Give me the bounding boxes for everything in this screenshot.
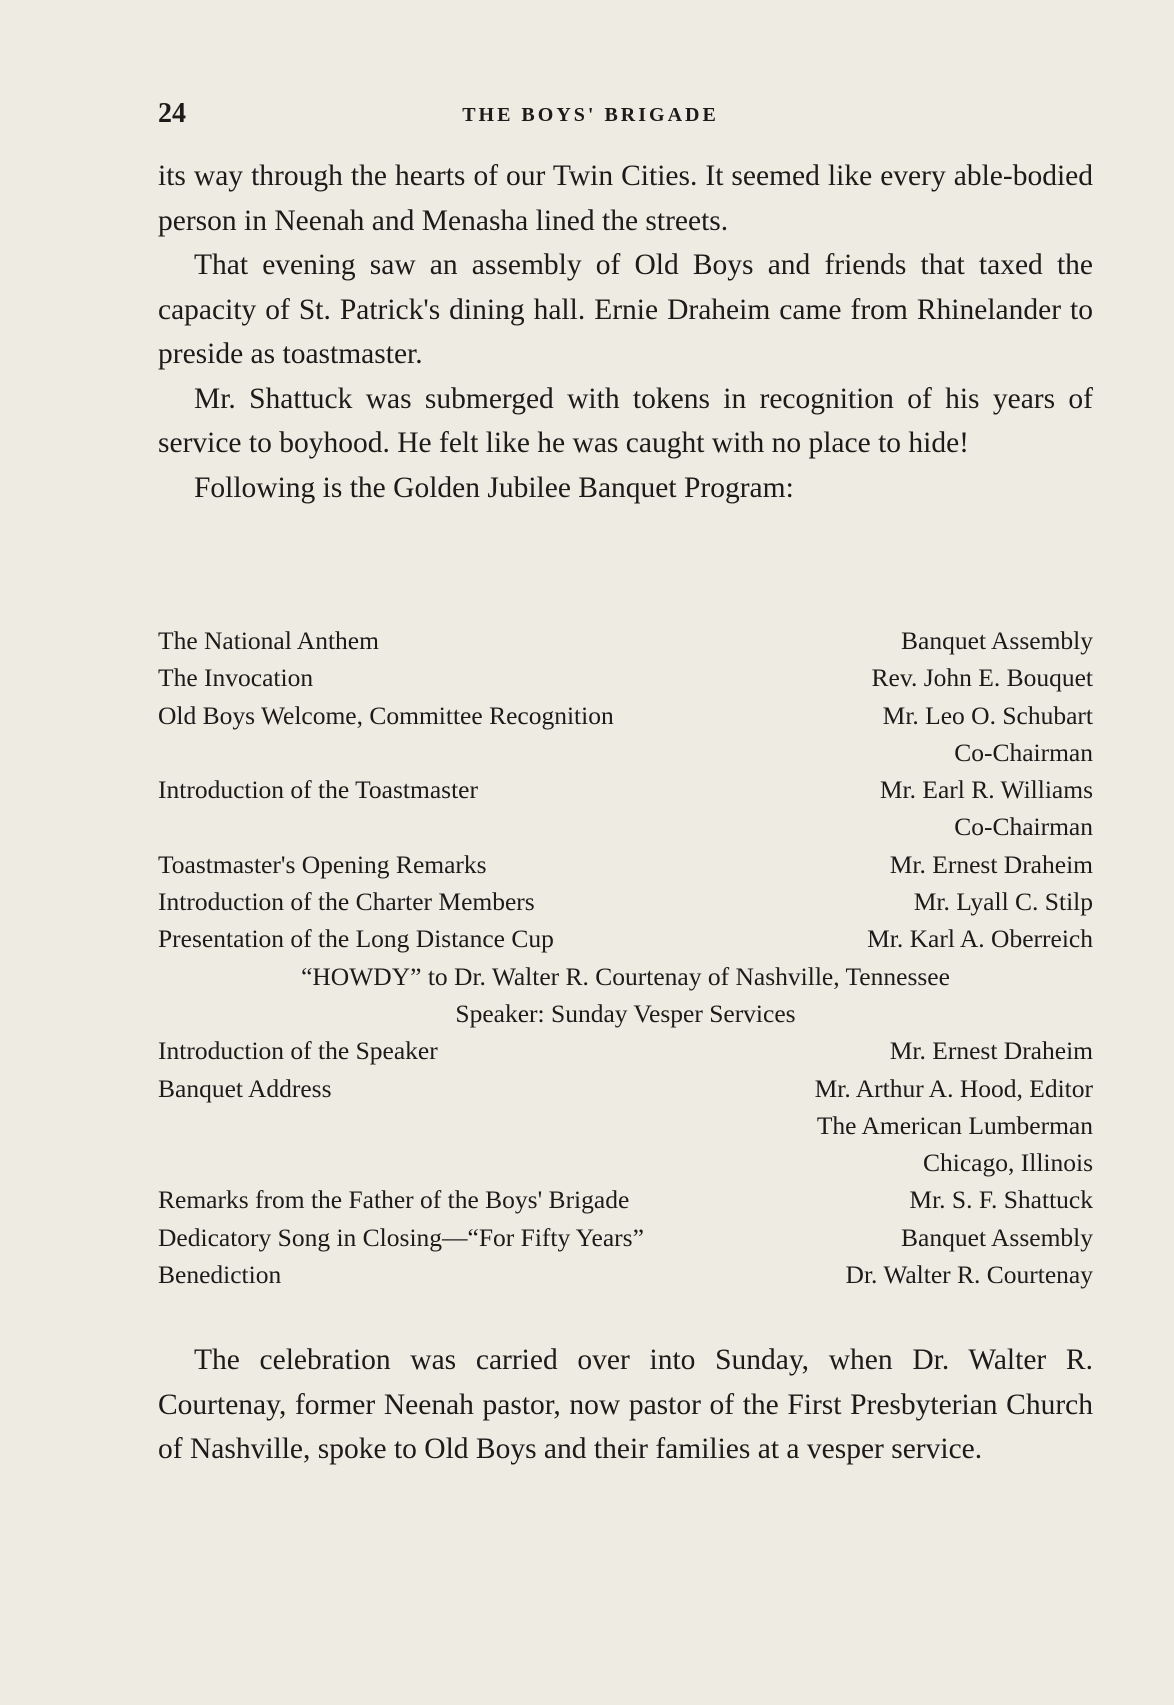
program-presenter: Banquet Assembly [901,1222,1093,1252]
page-header [158,98,1093,138]
program-row [158,622,1093,659]
program-row [158,659,1093,696]
program-presenter: Banquet Assembly [901,626,1093,655]
top-text-block [158,154,1093,510]
program-presenter-title: The American Lumberman [816,1110,1093,1140]
banquet-program [158,622,1093,1293]
bottom-text-block [158,1338,1093,1472]
program-item: Benediction [158,1260,282,1290]
program-row [158,697,1093,734]
program-presenter: Mr. Karl A. Oberreich [867,924,1093,954]
program-centered-line: “HOWDY” to Dr. Walter R. Courtenay of Nashville, Tennessee [301,961,950,991]
program-item: Old Boys Welcome, Committee Recognition [158,700,614,730]
program-item: Presentation of the Long Distance Cup [158,924,554,954]
program-presenter: Mr. Ernest Draheim [889,849,1093,879]
program-item: Introduction of the Toastmaster [158,775,478,805]
running-head: THE BOYS' BRIGADE [462,104,719,126]
program-row [158,1219,1093,1256]
program-presenter-title: Co-Chairman [954,737,1093,767]
program-presenter: Mr. Leo O. Schubart [882,700,1093,730]
program-item: The National Anthem [158,626,379,655]
program-item: Toastmaster's Opening Remarks [158,849,487,879]
program-centered-line: Speaker: Sunday Vesper Services [455,998,796,1028]
program-item: Introduction of the Speaker [158,1036,438,1066]
program-item: Introduction of the Charter Members [158,887,535,917]
program-row [158,883,1093,920]
program-row [158,1032,1093,1069]
program-presenter: Mr. S. F. Shattuck [909,1185,1093,1215]
program-presenter: Mr. Lyall C. Stilp [913,887,1093,917]
paragraph-closing: The celebration was carried over into Sunday, when Dr. Walter R. Courtenay, former Neenah pastor, now pastor of the First Presbyterian Church of Nashville, spoke to Old Boys and their families at a vesper service. [158,1344,1093,1465]
program-row [158,920,1093,957]
program-item: Banquet Address [158,1073,332,1103]
program-presenter: Mr. Earl R. Williams [879,775,1093,805]
program-presenter-location: Chicago, Illinois [923,1148,1093,1178]
program-item: Dedicatory Song in Closing—“For Fifty Years” [158,1222,644,1252]
paragraph: Mr. Shattuck was submerged with tokens in recognition of his years of service to boyhood. He felt like he was caught with no place to hide! [158,382,1093,459]
program-row [158,771,1093,808]
program-presenter: Mr. Arthur A. Hood, Editor [814,1073,1093,1103]
program-presenter: Dr. Walter R. Courtenay [845,1260,1093,1290]
program-item: Remarks from the Father of the Boys' Brigade [158,1185,630,1215]
program-presenter: Mr. Ernest Draheim [889,1036,1093,1066]
paragraph-continuation: its way through the hearts of our Twin Cities. It seemed like every able-bodied person in Neenah and Menasha lined the streets. [158,160,1093,237]
program-presenter: Rev. John E. Bouquet [871,663,1093,693]
program-row [158,1070,1093,1107]
program-row [158,1181,1093,1218]
program-row [158,846,1093,883]
paragraph: That evening saw an assembly of Old Boys and friends that taxed the capacity of St. Patrick's dining hall. Ernie Draheim came from Rhinelander to preside as toastmaster. [158,249,1093,370]
program-presenter-title: Co-Chairman [954,812,1093,842]
page-number: 24 [158,98,186,129]
program-item: The Invocation [158,663,314,693]
paragraph-program-intro: Following is the Golden Jubilee Banquet Program: [194,471,794,504]
program-row [158,1256,1093,1293]
